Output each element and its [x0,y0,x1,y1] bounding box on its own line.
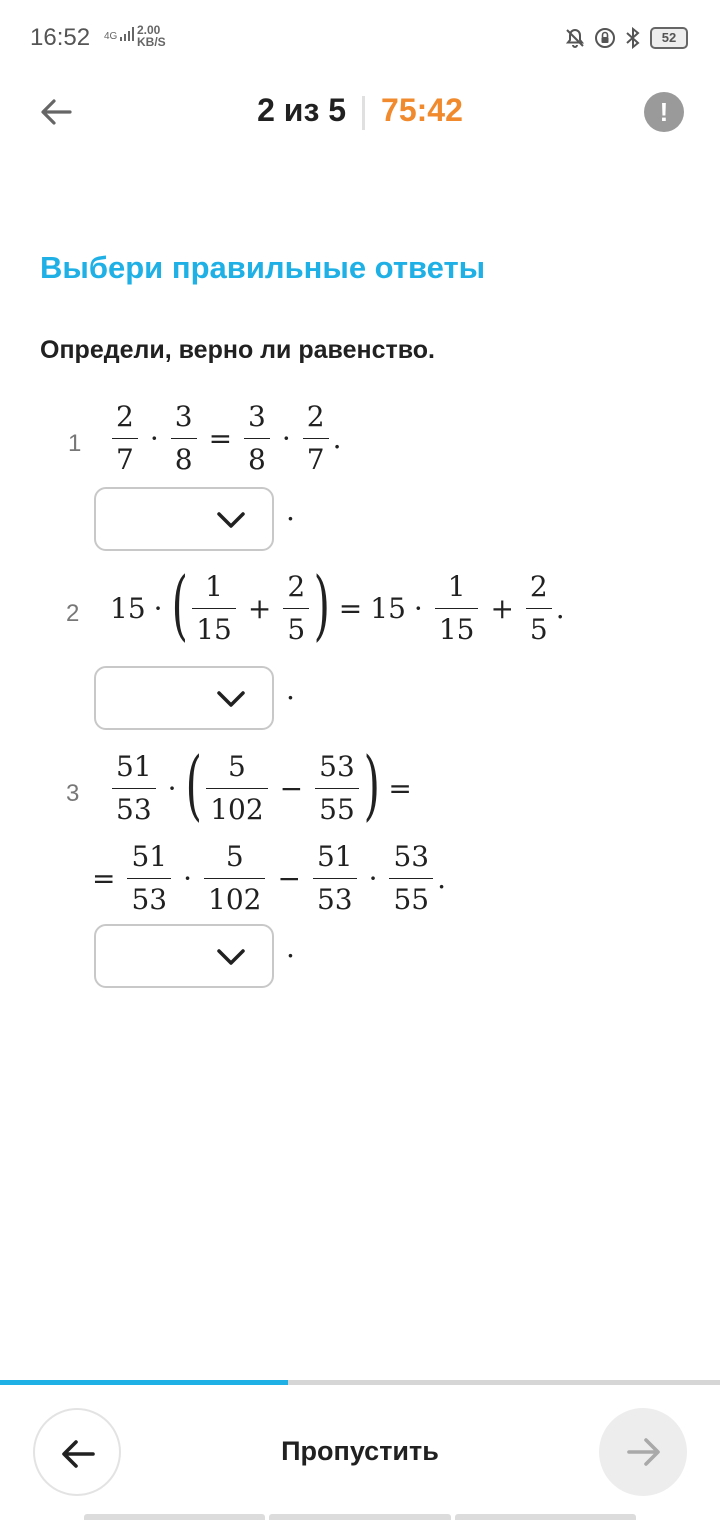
denominator: 102 [204,878,265,917]
close-paren: ) [363,739,380,829]
numerator: 2 [287,570,306,603]
numerator: 53 [393,840,430,873]
numerator: 5 [228,750,246,783]
coefficient: 15 [110,592,146,625]
numerator: 5 [225,840,244,873]
open-paren: ( [171,559,188,649]
numerator: 3 [174,400,193,433]
speed-unit: KB/S [137,35,166,49]
chevron-down-icon [216,686,246,712]
multiply-sign: · [413,592,423,625]
tab-edge [455,1514,636,1520]
progress-bar [0,1380,720,1385]
fraction [206,750,267,827]
answer-dropdown-2[interactable] [94,666,274,730]
numerator: 51 [116,750,152,783]
skip-button[interactable]: Пропустить [281,1436,439,1466]
period: . [332,422,342,455]
numerator: 51 [131,840,168,873]
chevron-down-icon [216,507,246,533]
denominator: 8 [171,438,197,477]
equals-sign: = [208,422,233,455]
speed-value: 2.00 [137,23,161,37]
denominator: 102 [206,788,267,827]
fraction [313,840,357,917]
numerator: 2 [529,570,548,603]
multiply-sign: · [281,422,291,455]
chevron-down-icon [216,944,246,970]
timer: 75:42 [381,92,463,128]
coefficient: 15 [370,592,406,625]
denominator: 7 [112,438,138,477]
denominator: 53 [127,878,171,917]
period: . [286,673,295,706]
fraction [112,400,138,477]
bottom-tabs-edge [84,1514,636,1520]
denominator: 8 [244,438,270,477]
tab-edge [84,1514,265,1520]
status-bar [0,0,720,78]
period: . [555,592,565,625]
period: . [437,862,447,895]
open-paren: ( [185,739,202,829]
denominator: 15 [192,608,236,647]
fraction [283,570,309,647]
answer-dropdown-3[interactable] [94,924,274,988]
network-indicator [104,27,134,42]
question-progress: 2 из 5 [257,92,347,128]
battery-indicator: 52 [650,27,688,49]
minus-sign: − [279,772,304,805]
denominator: 5 [283,608,309,647]
equals-sign: = [388,772,412,805]
fraction [192,570,236,647]
multiply-sign: · [368,862,378,895]
plus-sign: + [490,592,514,625]
denominator: 5 [526,608,552,647]
period: . [286,931,295,964]
close-paren: ) [313,559,331,649]
denominator: 55 [315,788,359,827]
numerator: 53 [319,750,355,783]
fraction [315,750,359,827]
numerator: 1 [205,570,223,603]
task-instruction: Определи, верно ли равенство. [40,336,435,364]
equation-1 [108,400,342,477]
arrow-right-icon [599,1408,687,1496]
numerator: 2 [306,400,325,433]
task-title: Выбери правильные ответы [40,250,486,285]
numerator: 3 [248,400,266,433]
exclamation-icon: ! [659,97,669,127]
multiply-sign: · [153,592,163,625]
tab-edge [269,1514,450,1520]
multiply-sign: · [149,422,159,455]
next-button[interactable] [599,1408,687,1496]
denominator: 53 [112,788,156,827]
bell-off-icon [564,27,586,49]
numerator: 1 [447,570,466,603]
fraction [435,570,479,647]
question-number: 1 [68,430,82,457]
answer-dropdown-1[interactable] [94,487,274,551]
denominator: 53 [313,878,357,917]
equation-2 [110,559,565,649]
bluetooth-icon [624,27,642,49]
fraction [303,400,329,477]
fraction [127,840,171,917]
rotation-lock-icon [594,27,616,49]
status-icons [564,25,688,51]
denominator: 7 [303,438,329,477]
fraction [244,400,270,477]
multiply-sign: · [167,772,177,805]
denominator: 15 [435,608,479,647]
fraction [171,400,197,477]
top-bar [0,78,720,148]
fraction [526,570,552,647]
network-speed [137,24,166,48]
minus-sign: − [277,862,301,895]
question-number: 3 [66,780,80,807]
equals-sign: = [92,862,116,895]
numerator: 2 [116,400,134,433]
divider [362,96,365,130]
equals-sign: = [338,592,363,625]
equation-3-line-1 [108,739,420,829]
question-counter [0,92,720,130]
signal-icon [120,27,134,41]
network-type: 4G [104,31,118,42]
status-time: 16:52 [30,24,91,51]
multiply-sign: · [183,862,193,895]
period: . [286,494,295,527]
denominator: 55 [389,878,433,917]
fraction [112,750,156,827]
equation-3-line-2 [84,840,446,917]
fraction [389,840,433,917]
fraction [204,840,265,917]
report-button[interactable] [644,92,684,132]
numerator: 51 [316,840,353,873]
plus-sign: + [247,592,272,625]
question-number: 2 [66,600,80,627]
progress-bar-fill [0,1380,288,1385]
